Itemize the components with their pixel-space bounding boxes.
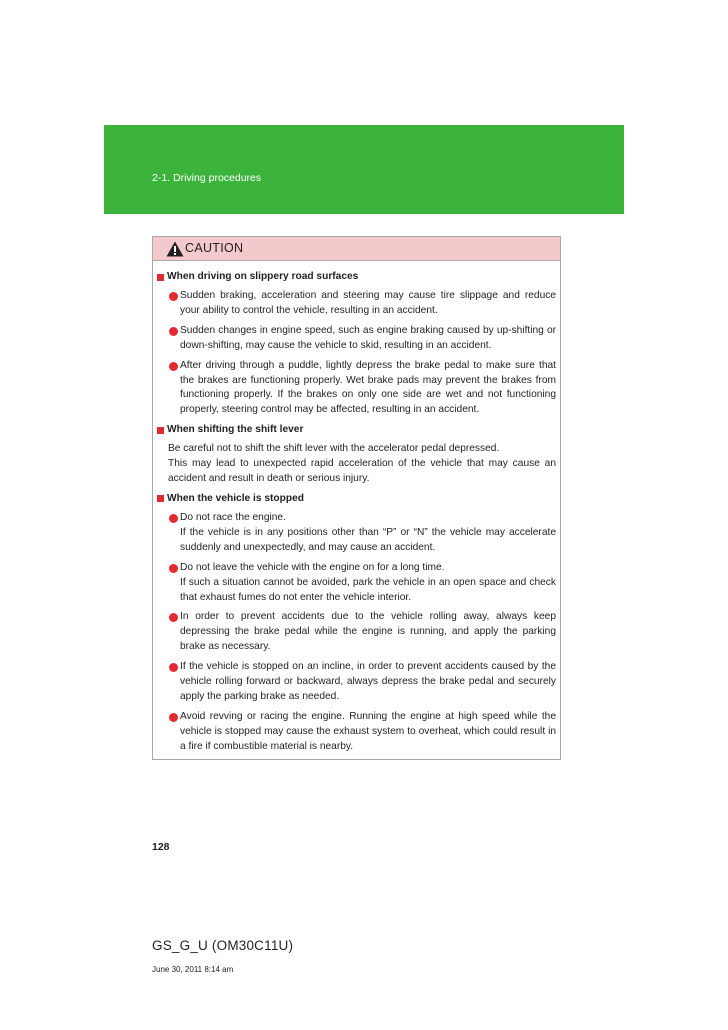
list-item-text: Do not leave the vehicle with the engine on for a long time. [180,561,445,573]
footer-date: June 30, 2011 8:14 am [152,965,234,974]
round-bullet-icon [169,292,178,301]
page-number: 128 [152,841,170,853]
list-item [157,359,556,419]
list-item-text: After driving through a puddle, lightly depress the brake pedal to make sure that the brakes are functioning properly. Wet brake pads may prevent the brakes from functioning properly. If the brakes on only one side are wet and not functioning properly, steering control may be affected, resulting in an accident. [180,359,556,416]
caution-box [152,236,561,760]
round-bullet-icon [169,613,178,622]
square-bullet-icon [157,427,164,434]
list-item [157,610,556,655]
section-heading-text: When shifting the shift lever [167,424,304,436]
section-heading-text: When driving on slippery road surfaces [167,271,359,282]
list-item-text: If the vehicle is in any positions other than “P” or “N” the vehicle may accelerate suddenly and unexpectedly, and may cause an accident. [180,526,556,553]
list-item-text: Sudden changes in engine speed, such as engine braking caused by up-shifting or down-shifting, may cause the vehicle to skid, resulting in an accident. [180,324,556,351]
list-item-text: If the vehicle is stopped on an incline, in order to prevent accidents caused by the vehicle rolling forward or backward, always depress the brake pedal and securely apply the parking brake as needed. [180,661,556,702]
warning-triangle-icon [166,241,184,257]
list-item [157,710,556,755]
round-bullet-icon [169,713,178,722]
section-label: 2-1. Driving procedures [152,172,262,184]
list-item [157,324,556,354]
list-item [157,660,556,705]
caution-title: CAUTION [185,241,244,255]
section-heading [157,270,556,284]
chapter-header-band [104,125,624,214]
section-heading-text: When the vehicle is stopped [167,492,304,504]
list-item [157,511,556,556]
list-item-text: In order to prevent accidents due to the vehicle rolling away, always keep depressing the brake pedal while the engine is running, and apply the parking brake as necessary. [180,611,556,653]
round-bullet-icon [169,663,178,672]
square-bullet-icon [157,495,164,502]
section-paragraph [157,442,556,487]
round-bullet-icon [169,514,178,523]
list-item-text: If such a situation cannot be avoided, park the vehicle in an open space and check that exhaust fumes do not enter the vehicle interior. [180,576,556,603]
paragraph-line: This may lead to unexpected rapid acceleration of the vehicle that may cause an accident and result in death or serious injury. [168,458,556,485]
round-bullet-icon [169,327,178,336]
section-heading [157,492,556,506]
square-bullet-icon [157,274,164,281]
paragraph-line: Be careful not to shift the shift lever with the accelerator pedal depressed. [168,443,500,455]
round-bullet-icon [169,564,178,573]
list-item-text: Sudden braking, acceleration and steering may cause tire slippage and reduce your ability to control the vehicle, resulting in an accident. [180,290,556,316]
list-item [157,289,556,319]
caution-content [153,261,560,755]
section-heading [157,423,556,437]
round-bullet-icon [169,362,178,371]
list-item-text: Do not race the engine. [180,511,286,523]
caution-header [153,237,560,261]
list-item-text: Avoid revving or racing the engine. Running the engine at high speed while the vehicle is stopped may cause the exhaust system to overheat, which could result in a fire if combustible material is nearby. [180,710,556,752]
list-item [157,561,556,606]
footer-code: GS_G_U (OM30C11U) [152,938,294,953]
